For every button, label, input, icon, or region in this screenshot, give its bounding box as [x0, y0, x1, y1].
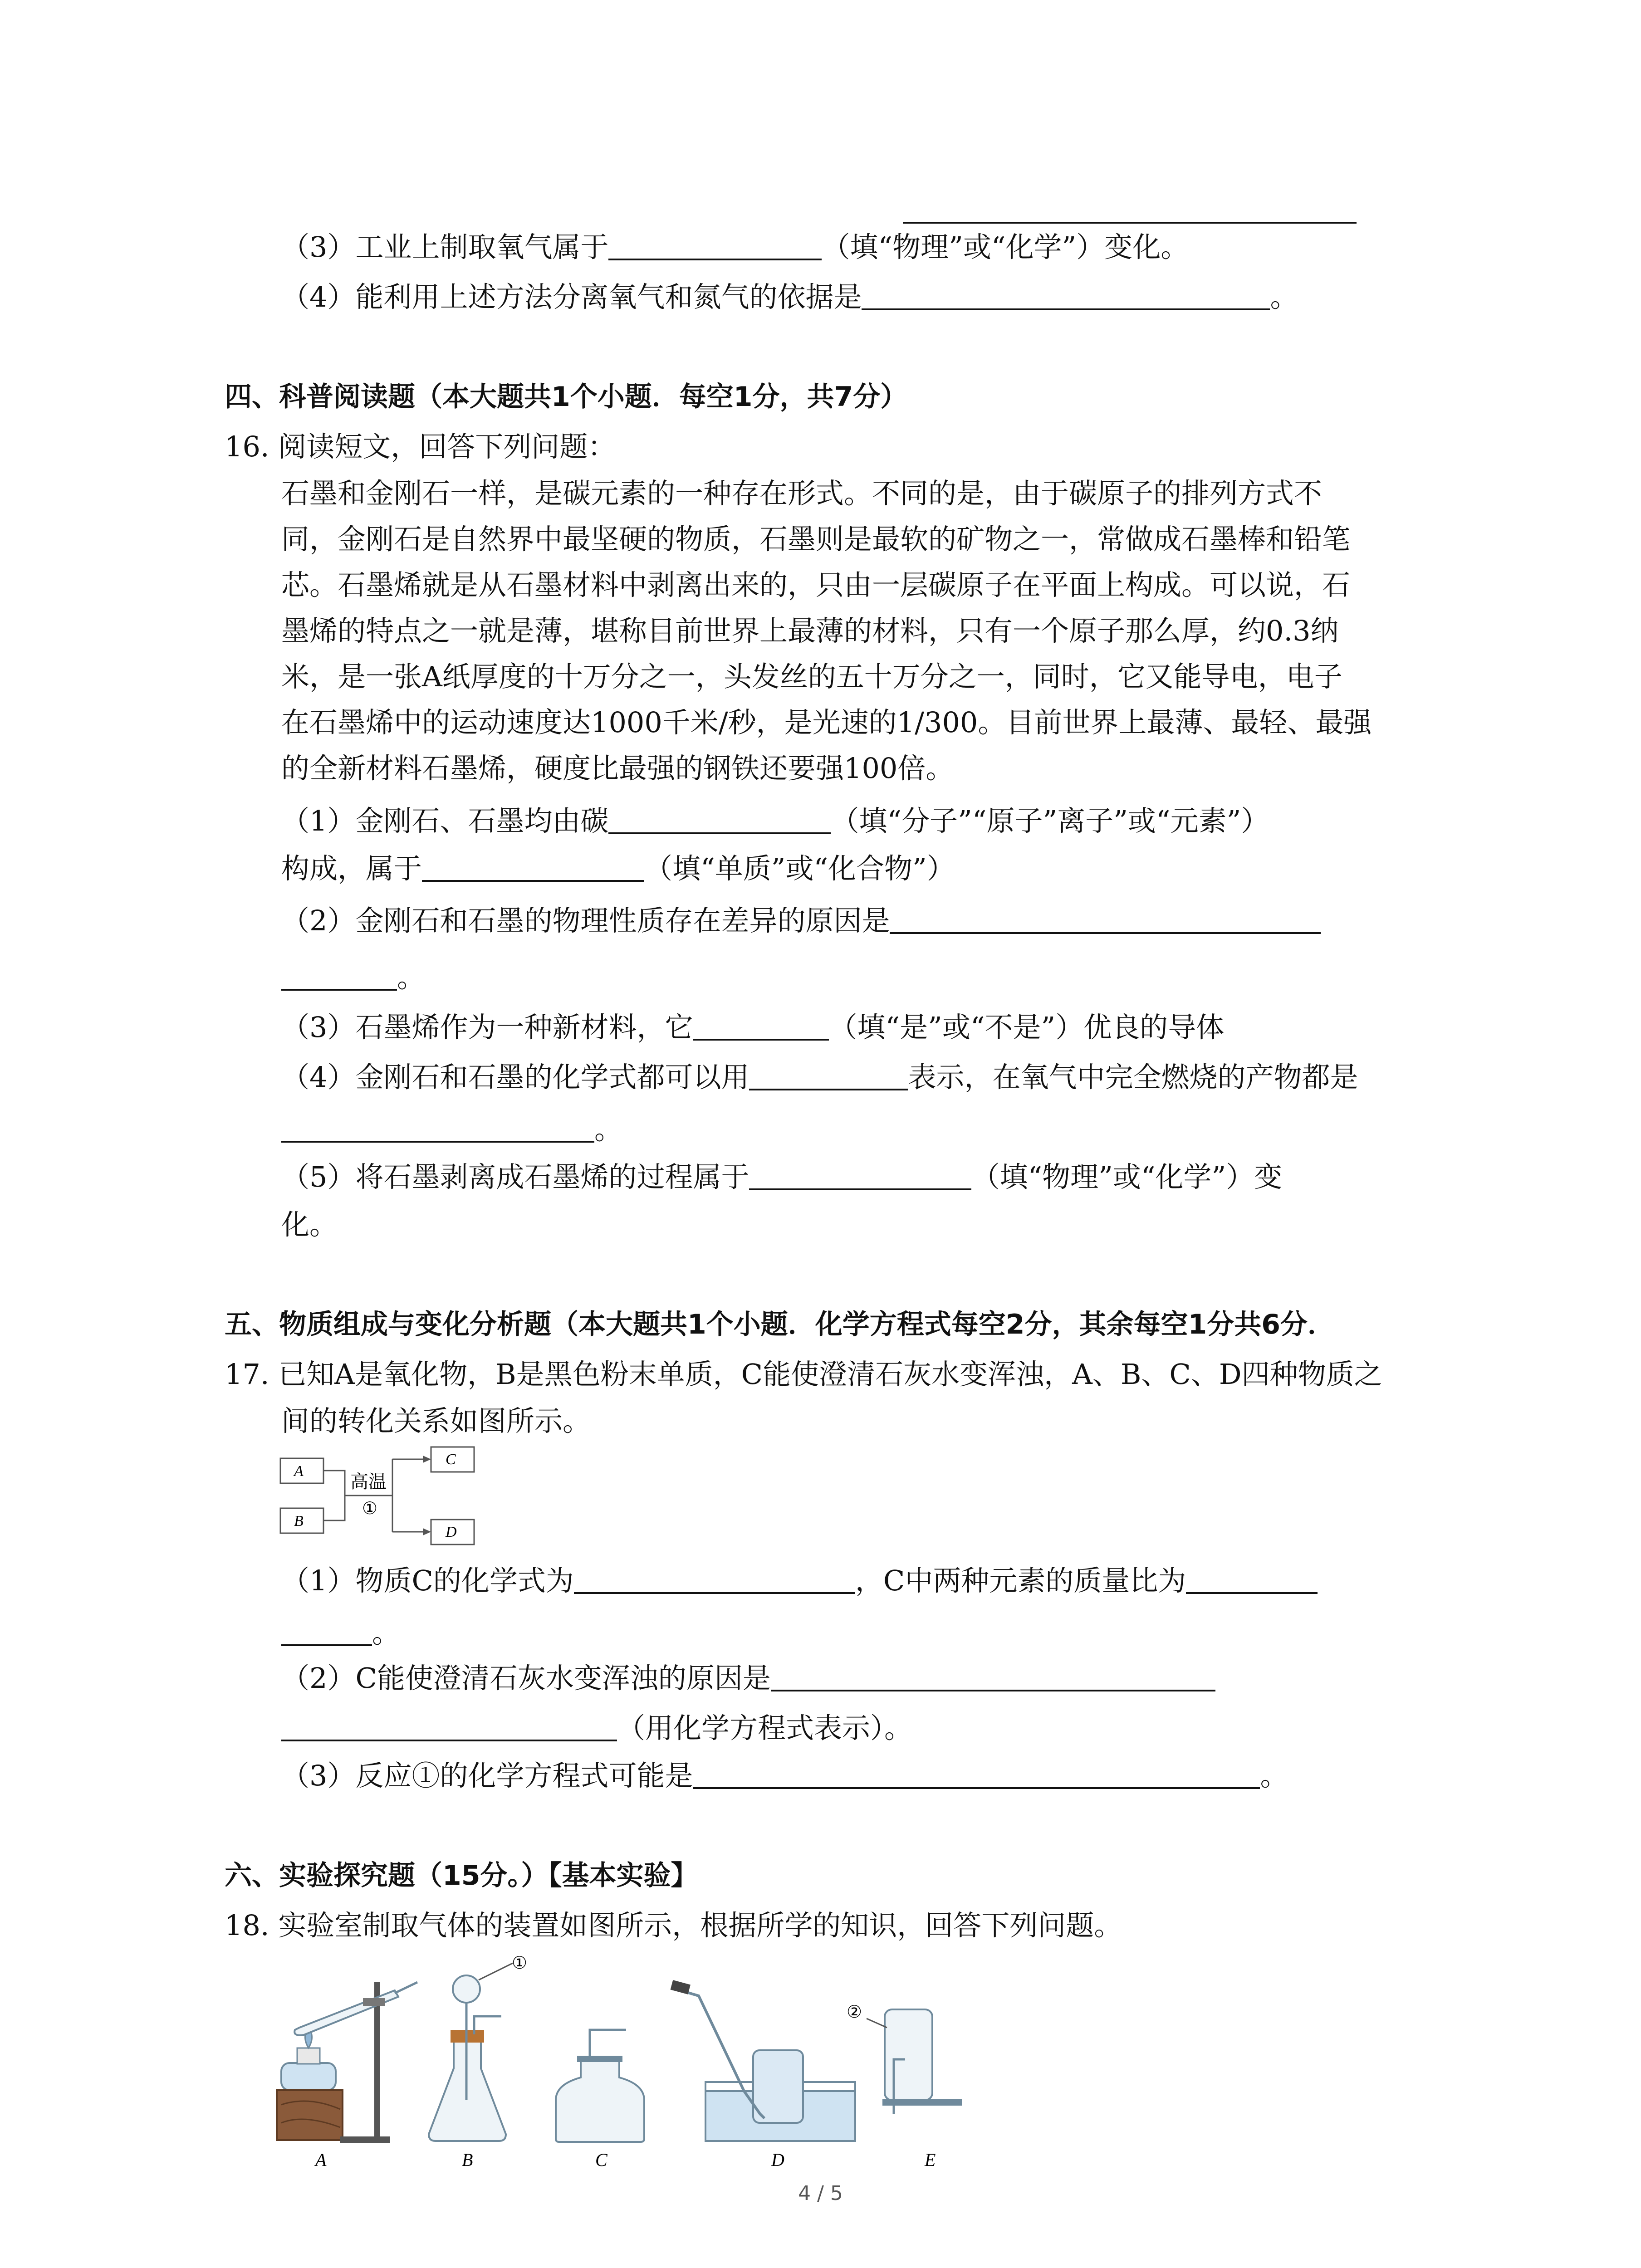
delivery-tube — [395, 1982, 417, 1993]
answer-blank[interactable] — [1186, 1564, 1318, 1594]
lamp-cap — [297, 2048, 320, 2064]
label-e: E — [925, 2150, 936, 2168]
mark-2: ② — [847, 2002, 862, 2022]
q15-top-blank-line — [903, 192, 1357, 229]
section6-heading: 六、实验探究题（15分。）【基本实验】 — [225, 1860, 698, 1892]
condition-label: 高温 — [350, 1471, 387, 1492]
mark-1: ① — [512, 1955, 528, 1973]
bracket-left — [323, 1471, 345, 1520]
passage-line: 的全新材料石墨烯，硬度比最强的钢铁还要强100倍。 — [281, 752, 954, 785]
passage-line: 芯。石墨烯就是从石墨材料中剥离出来的，只由一层碳原子在平面上构成。可以说，石 — [281, 568, 1351, 601]
q16-item3: （3）石墨烯作为一种新材料，它 （填“是”或“不是”）优良的导体 — [281, 1011, 1225, 1044]
apparatus-d — [671, 1980, 855, 2168]
apparatus-c — [556, 2030, 644, 2168]
q18-line: 18. 实验室制取气体的装置如图所示，根据所学的知识，回答下列问题。 — [225, 1909, 1122, 1942]
answer-blank[interactable] — [749, 1160, 971, 1190]
q17-item1: （1）物质C的化学式为 ，C中两种元素的质量比为 — [281, 1563, 1318, 1599]
reaction-number: ① — [362, 1498, 378, 1518]
apparatus-e — [847, 2002, 962, 2168]
q16-item2: （2）金刚石和石墨的物理性质存在差异的原因是 — [281, 903, 1321, 939]
answer-blank[interactable] — [574, 1564, 855, 1594]
page-number: 4 / 5 — [798, 2182, 843, 2205]
passage-line: 墨烯的特点之一就是薄，堪称目前世界上最薄的材料，只有一个原子那么厚，约0.3纳 — [281, 614, 1339, 647]
answer-blank[interactable] — [890, 904, 1321, 934]
q15-item3: （3）工业上制取氧气属于 （填“物理”或“化学”）变化。 — [281, 230, 1189, 264]
q16-item5-cont: 化。 — [281, 1208, 338, 1241]
label-b: B — [294, 1513, 304, 1530]
gas-bottle — [556, 2059, 644, 2142]
answer-blank[interactable] — [903, 194, 1357, 224]
arrowhead-d — [423, 1528, 431, 1535]
q17-line2: 间的转化关系如图所示。 — [281, 1404, 591, 1437]
answer-blank[interactable] — [608, 804, 831, 834]
wood-block — [277, 2090, 343, 2140]
q16-item5: （5）将石墨剥离成石墨烯的过程属于 （填“物理”或“化学”）变 — [281, 1160, 1283, 1193]
arrowhead-c — [423, 1456, 431, 1463]
q15-item4: （4）能利用上述方法分离氧气和氮气的依据是 。 — [281, 280, 1298, 313]
label-d: D — [771, 2150, 784, 2168]
answer-blank[interactable] — [281, 1711, 617, 1741]
q16-item2-cont: 。 — [281, 959, 425, 996]
section5-heading: 五、物质组成与变化分析题（本大题共1个小题．化学方程式每空2分，其余每空1分共6分． — [225, 1309, 1335, 1340]
q17-item1-cont: 。 — [281, 1615, 400, 1651]
inverted-bottle — [885, 2009, 932, 2100]
tube-end — [671, 1980, 691, 1994]
answer-blank[interactable] — [693, 1759, 1260, 1789]
q17-item3: （3）反应①的化学方程式可能是 。 — [281, 1759, 1288, 1792]
label-c: C — [595, 2150, 607, 2168]
answer-blank[interactable] — [749, 1061, 908, 1090]
label-b: B — [462, 2150, 473, 2168]
answer-blank[interactable] — [281, 961, 397, 991]
glass-plate — [577, 2056, 622, 2062]
conversion-diagram — [272, 1442, 508, 1556]
answer-blank[interactable] — [862, 280, 1270, 310]
answer-blank[interactable] — [771, 1662, 1215, 1691]
stand-base — [340, 2136, 390, 2143]
q17-line1: 17. 已知A是氧化物，B是黑色粉末单质，C能使澄清石灰水变浑浊，A、B、C、D四种物质之 — [225, 1358, 1382, 1391]
q17-item2: （2）C能使澄清石灰水变浑浊的原因是 — [281, 1660, 1215, 1696]
label-a: A — [294, 1463, 304, 1480]
q16-item4-cont: 。 — [281, 1111, 622, 1148]
apparatus-a — [277, 1982, 417, 2168]
label-a: A — [315, 2150, 327, 2168]
passage-line: 石墨和金刚石一样，是碳元素的一种存在形式。不同的是，由于碳原子的排列方式不 — [281, 477, 1323, 510]
answer-blank[interactable] — [422, 852, 644, 882]
funnel-bulb — [453, 1975, 480, 2003]
label-d: D — [446, 1524, 457, 1540]
collecting-bottle — [753, 2050, 803, 2123]
passage-line: 同，金刚石是自然界中最坚硬的物质，石墨则是最软的矿物之一，常做成石墨棒和铅笔 — [281, 523, 1351, 556]
passage-line: 在石墨烯中的运动速度达1000千米/秒，是光速的1/300。目前世界上最薄、最轻、最强 — [281, 706, 1372, 739]
apparatus-b — [429, 1955, 527, 2168]
passage-line: 米，是一张A纸厚度的十万分之一，头发丝的五十万分之一，同时，它又能导电，电子 — [281, 660, 1342, 693]
q16-item1-cont: 构成，属于 （填“单质”或“化合物”） — [281, 852, 955, 885]
q17-item2-cont: （用化学方程式表示）。 — [281, 1710, 912, 1746]
answer-blank[interactable] — [281, 1113, 594, 1143]
clamp — [363, 1998, 385, 2006]
q16-item1: （1）金刚石、石墨均由碳 （填“分子”“原子”离子”或“元素”） — [281, 804, 1269, 837]
answer-blank[interactable] — [281, 1616, 372, 1646]
q16-item4: （4）金刚石和石墨的化学式都可以用 表示，在氧气中完全燃烧的产物都是 — [281, 1061, 1358, 1094]
label-c: C — [446, 1451, 456, 1468]
apparatus-figure — [272, 1955, 989, 2168]
leader-line-1 — [479, 1963, 513, 1980]
answer-blank[interactable] — [693, 1011, 829, 1041]
lamp-body — [281, 2063, 336, 2090]
section4-heading: 四、科普阅读题（本大题共1个小题．每空1分，共7分） — [225, 381, 908, 413]
q16-title: 16. 阅读短文，回答下列问题： — [225, 430, 616, 463]
answer-blank[interactable] — [608, 230, 822, 260]
test-tube — [294, 1990, 398, 2035]
inlet-tube — [590, 2030, 626, 2056]
